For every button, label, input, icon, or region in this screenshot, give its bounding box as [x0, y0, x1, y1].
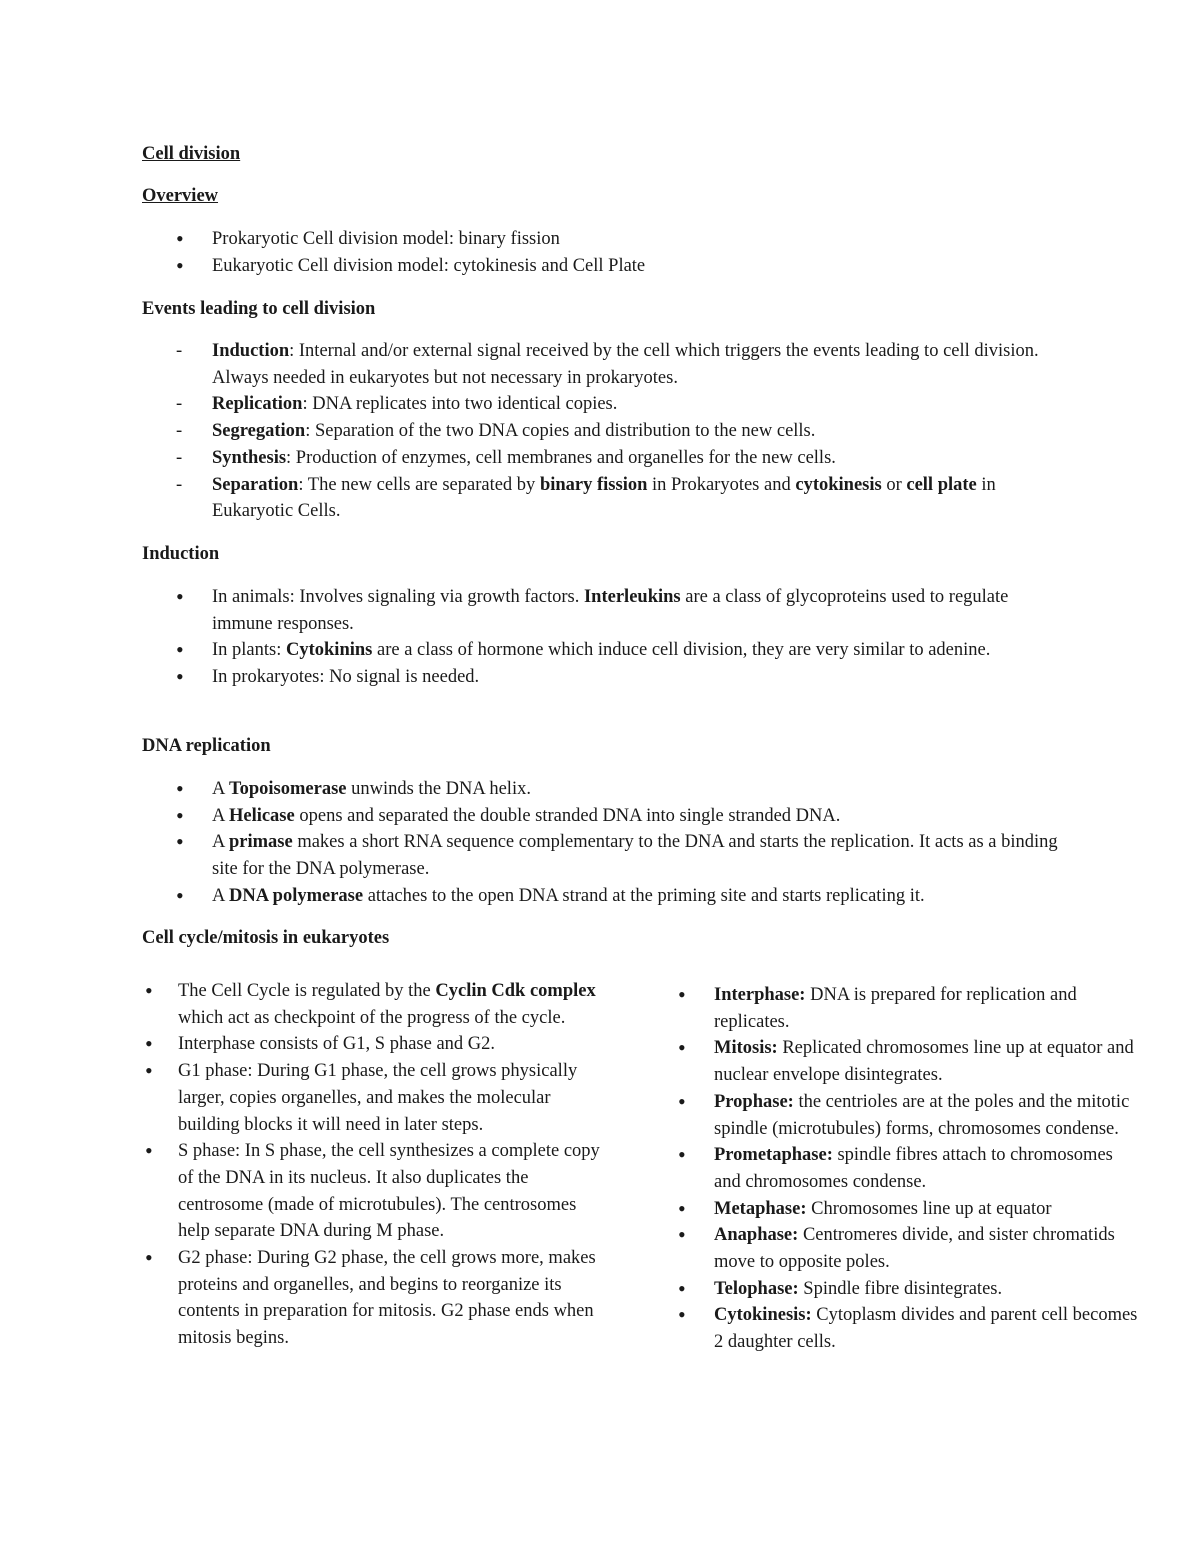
list-item: • Interphase consists of G1, S phase and G2.: [178, 1031, 608, 1058]
list-item: - Replication: DNA replicates into two identical copies.: [212, 391, 1062, 418]
cycle-left-list: [178, 978, 608, 1352]
list-item: • Anaphase: Centromeres divide, and sister chromatids move to opposite poles.: [714, 1222, 1144, 1275]
list-item: • A Topoisomerase unwinds the DNA helix.: [212, 776, 1062, 803]
list-item: • A primase makes a short RNA sequence complementary to the DNA and starts the replication. It acts as a binding site for the DNA polymerase.: [212, 829, 1062, 882]
list-item: - Separation: The new cells are separated by binary fission in Prokaryotes and cytokinesis or cell plate in Eukaryotic Cells.: [212, 472, 1062, 525]
overview-heading: Overview: [142, 186, 219, 206]
document-title: Cell division: [142, 144, 241, 164]
term: Anaphase:: [714, 1225, 799, 1246]
term: Segregation: [212, 421, 306, 442]
events-list: [212, 338, 1062, 525]
term: Mitosis:: [714, 1038, 778, 1059]
term: Prophase:: [714, 1091, 794, 1112]
term: Cytokinesis:: [714, 1305, 812, 1326]
list-item: • G1 phase: During G1 phase, the cell grows physically larger, copies organelles, and makes the molecular building blocks it will need in later steps.: [178, 1058, 608, 1138]
induction-list: [212, 584, 1052, 691]
list-item: - Synthesis: Production of enzymes, cell membranes and organelles for the new cells.: [212, 445, 1062, 472]
cycle-heading: Cell cycle/mitosis in eukaryotes: [142, 928, 390, 948]
term: Induction: [212, 341, 290, 361]
list-item: • In animals: Involves signaling via growth factors. Interleukins are a class of glycoproteins used to regulate immune responses.: [212, 584, 1052, 637]
term: Helicase: [228, 805, 295, 826]
list-item: • Interphase: DNA is prepared for replication and replicates.: [714, 982, 1144, 1035]
cycle-right-list: [714, 982, 1144, 1356]
term: Synthesis: [212, 447, 287, 468]
list-item: - Induction: Internal and/or external signal received by the cell which triggers the events leading to cell division. Always needed in eukaryotes but not necessary in prokaryotes.: [212, 338, 1062, 391]
list-item: • Metaphase: Chromosomes line up at equator: [714, 1196, 1144, 1223]
term: Metaphase:: [714, 1198, 807, 1219]
term: Separation: [212, 474, 299, 495]
term: DNA polymerase: [228, 885, 364, 906]
term: Interphase:: [714, 985, 806, 1005]
list-item: • Prophase: the centrioles are at the poles and the mitotic spindle (microtubules) forms, chromosomes condense.: [714, 1089, 1144, 1142]
term: Replication: [212, 394, 303, 415]
list-item: • Eukaryotic Cell division model: cytokinesis and Cell Plate: [212, 253, 1072, 280]
list-item: • A Helicase opens and separated the double stranded DNA into single stranded DNA.: [212, 803, 1062, 830]
induction-heading: Induction: [142, 544, 220, 564]
term: Cytokinins: [286, 640, 373, 661]
list-item: • Telophase: Spindle fibre disintegrates.: [714, 1276, 1144, 1303]
term: Topoisomerase: [228, 779, 347, 799]
list-item: • G2 phase: During G2 phase, the cell grows more, makes proteins and organelles, and begins to reorganize its contents in preparation for mitosis. G2 phase ends when mitosis begins.: [178, 1245, 608, 1352]
events-heading: Events leading to cell division: [142, 299, 376, 319]
dna-list: [212, 776, 1062, 910]
term: Telophase:: [714, 1278, 799, 1299]
list-item: - Segregation: Separation of the two DNA copies and distribution to the new cells.: [212, 418, 1062, 445]
list-item: • In plants: Cytokinins are a class of hormone which induce cell division, they are very similar to adenine.: [212, 637, 1052, 664]
list-item: • Cytokinesis: Cytoplasm divides and parent cell becomes 2 daughter cells.: [714, 1302, 1144, 1355]
overview-list: [212, 226, 1072, 279]
term: Prometaphase:: [714, 1145, 833, 1166]
list-item: • A DNA polymerase attaches to the open DNA strand at the priming site and starts replicating it.: [212, 883, 1062, 910]
list-item: • Mitosis: Replicated chromosomes line up at equator and nuclear envelope disintegrates.: [714, 1035, 1144, 1088]
list-item: • Prometaphase: spindle fibres attach to chromosomes and chromosomes condense.: [714, 1142, 1144, 1195]
list-item: • S phase: In S phase, the cell synthesizes a complete copy of the DNA in its nucleus. It also duplicates the centrosome (made of microtubules). The centrosomes help separate DNA during M phase.: [178, 1138, 608, 1245]
list-item: • In prokaryotes: No signal is needed.: [212, 664, 1052, 691]
dna-heading: DNA replication: [142, 736, 271, 756]
list-item: • The Cell Cycle is regulated by the Cyclin Cdk complex which act as checkpoint of the progress of the cycle.: [178, 978, 608, 1031]
list-item: • Prokaryotic Cell division model: binary fission: [212, 226, 1072, 253]
term: primase: [228, 832, 293, 853]
term: Cyclin Cdk complex: [435, 981, 596, 1001]
term: Interleukins: [583, 587, 681, 607]
